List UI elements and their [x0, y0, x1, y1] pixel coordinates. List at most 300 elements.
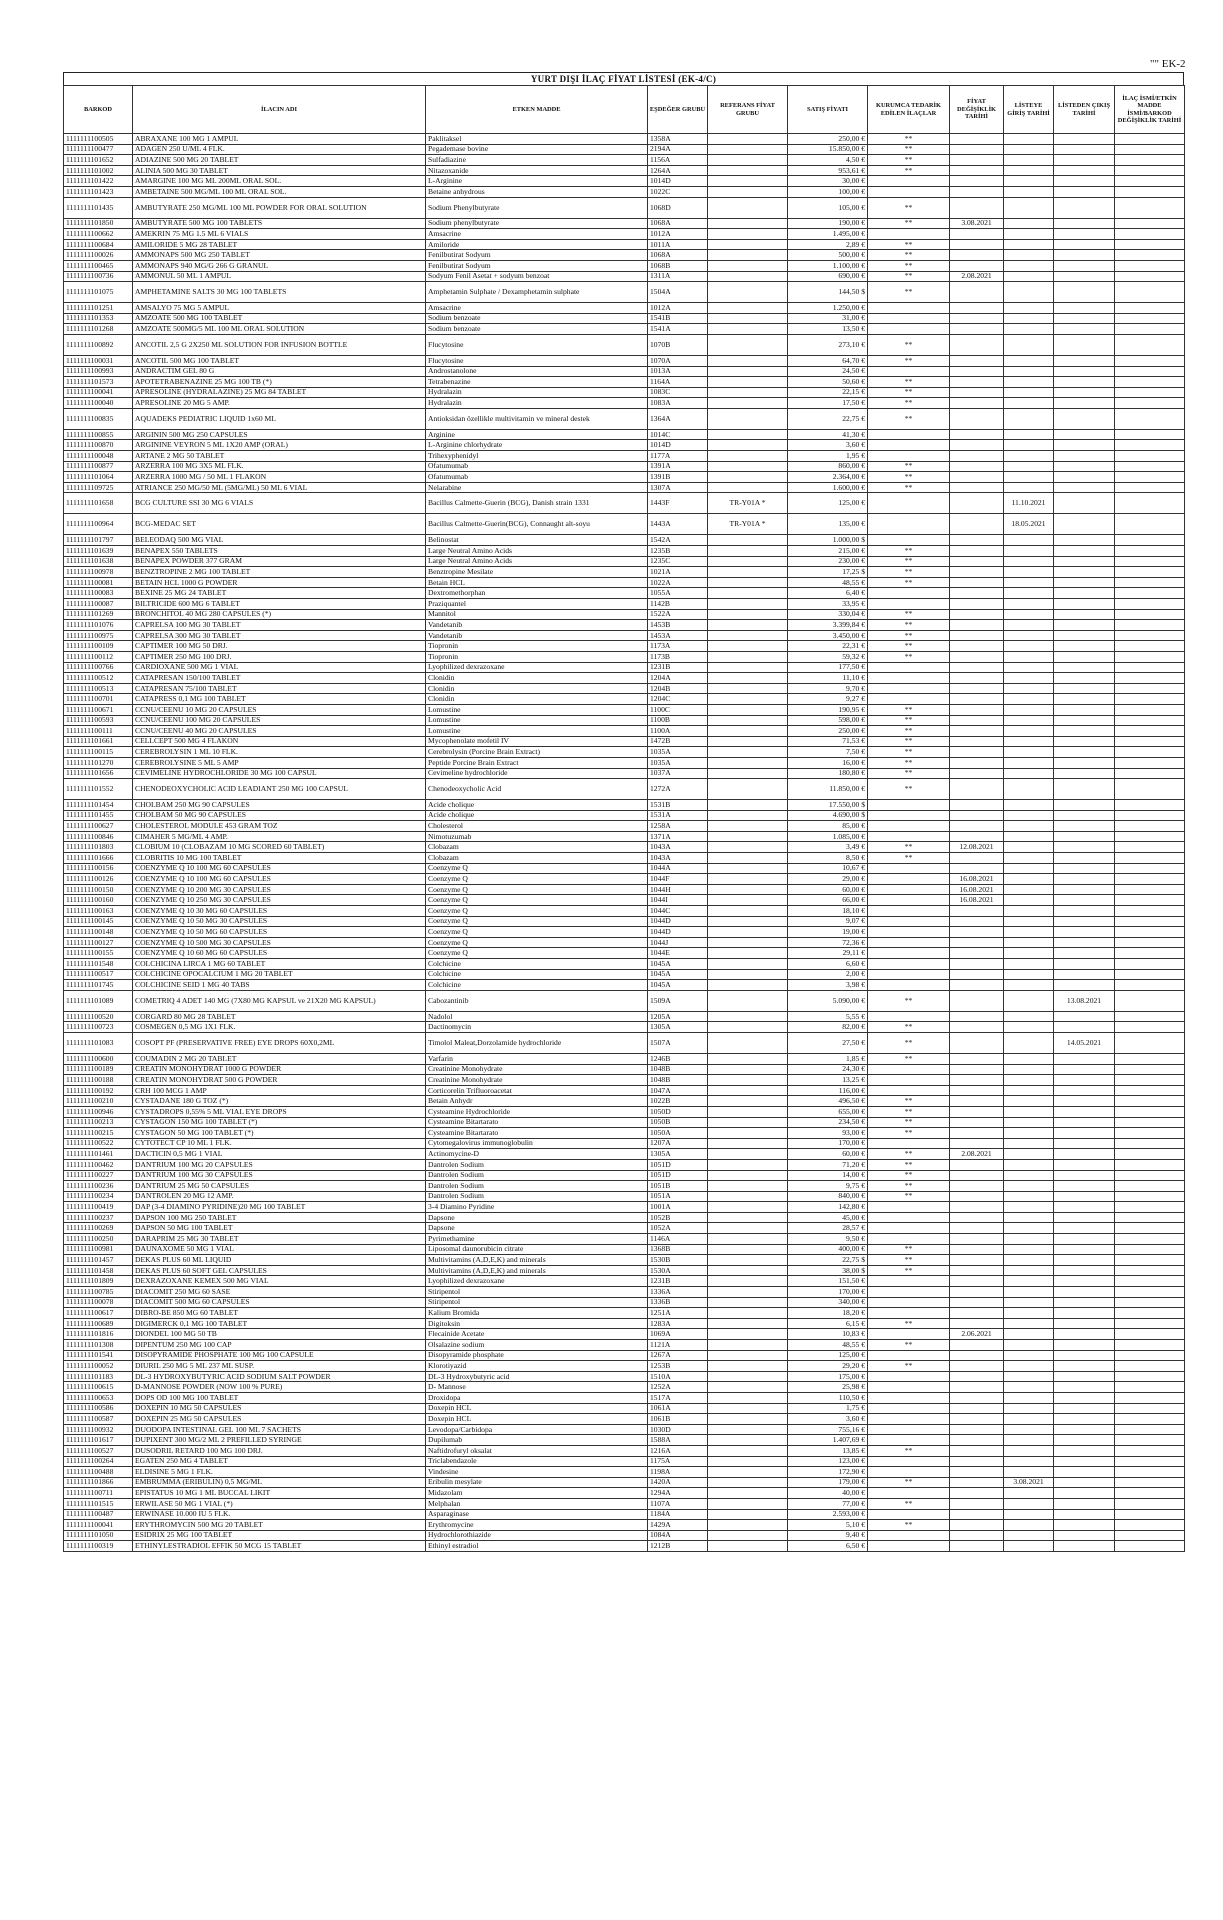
- table-cell: 48,55 €: [788, 577, 868, 588]
- table-cell: **: [868, 704, 950, 715]
- table-cell: 1111111100156: [64, 863, 133, 874]
- table-cell: [1004, 482, 1054, 493]
- table-cell: [950, 1191, 1004, 1202]
- table-cell: [1004, 959, 1054, 970]
- table-cell: [868, 535, 950, 546]
- table-row: [64, 916, 1185, 927]
- table-cell: [1004, 810, 1054, 821]
- table-cell: **: [868, 1255, 950, 1266]
- table-cell: [708, 715, 788, 726]
- table-cell: [1115, 303, 1185, 314]
- table-cell: DUODOPA INTESTINAL GEL 100 ML 7 SACHETS: [133, 1424, 426, 1435]
- table-cell: [950, 821, 1004, 832]
- table-cell: [1115, 842, 1185, 853]
- table-cell: 3,60 €: [788, 1414, 868, 1425]
- table-row: [64, 609, 1185, 620]
- table-cell: EGATEN 250 MG 4 TABLET: [133, 1456, 426, 1467]
- table-cell: 1035A: [648, 757, 708, 768]
- table-cell: CELLCEPT 500 MG 4 FLAKON: [133, 736, 426, 747]
- table-row: [64, 355, 1185, 366]
- table-cell: 16,00 €: [788, 757, 868, 768]
- table-cell: 1216A: [648, 1445, 708, 1456]
- table-cell: L-Arginine: [426, 176, 648, 187]
- table-cell: [708, 1064, 788, 1075]
- table-cell: 1204A: [648, 673, 708, 684]
- table-cell: [708, 990, 788, 1011]
- table-cell: Arginine: [426, 429, 648, 440]
- table-cell: [1054, 165, 1115, 176]
- table-cell: ATRIANCE 250 MG/50 ML (5MG/ML) 50 ML 6 VIAL: [133, 482, 426, 493]
- table-cell: [950, 1382, 1004, 1393]
- table-cell: [868, 1541, 950, 1552]
- table-row: [64, 1255, 1185, 1266]
- table-cell: Clonidin: [426, 694, 648, 705]
- table-cell: [1054, 514, 1115, 535]
- table-cell: Liposomal daunorubicin citrate: [426, 1244, 648, 1255]
- table-cell: [1054, 1191, 1115, 1202]
- table-row: [64, 1138, 1185, 1149]
- table-cell: [1004, 1022, 1054, 1033]
- table-cell: [708, 1181, 788, 1192]
- table-cell: [950, 1435, 1004, 1446]
- table-cell: Coenzyme Q: [426, 884, 648, 895]
- table-cell: [708, 355, 788, 366]
- table-cell: [1004, 1032, 1054, 1053]
- table-cell: [1115, 134, 1185, 145]
- table-cell: [1004, 165, 1054, 176]
- table-cell: 690,00 €: [788, 271, 868, 282]
- table-cell: 1531B: [648, 800, 708, 811]
- table-cell: [950, 1424, 1004, 1435]
- table-cell: [708, 906, 788, 917]
- table-cell: Pyrimethamine: [426, 1234, 648, 1245]
- table-cell: 1530A: [648, 1265, 708, 1276]
- table-cell: Antioksidan özellikle multivitamin ve mineral destek: [426, 408, 648, 429]
- table-cell: [868, 1297, 950, 1308]
- table-cell: [1054, 1075, 1115, 1086]
- table-cell: 29,11 €: [788, 948, 868, 959]
- table-cell: [1054, 757, 1115, 768]
- table-cell: 1111111100766: [64, 662, 133, 673]
- table-cell: 1111111100870: [64, 440, 133, 451]
- table-cell: [1004, 1181, 1054, 1192]
- table-cell: [950, 1181, 1004, 1192]
- table-cell: 110,50 €: [788, 1392, 868, 1403]
- table-cell: 1231B: [648, 662, 708, 673]
- table-cell: Coenzyme Q: [426, 948, 648, 959]
- table-cell: 1111111100052: [64, 1361, 133, 1372]
- table-cell: **: [868, 1498, 950, 1509]
- table-cell: [1054, 451, 1115, 462]
- table-cell: [1004, 1382, 1054, 1393]
- table-cell: [1054, 1382, 1115, 1393]
- table-cell: Betain HCL: [426, 577, 648, 588]
- table-cell: [708, 599, 788, 610]
- table-cell: 1111111100213: [64, 1117, 133, 1128]
- table-cell: 1111111101548: [64, 959, 133, 970]
- table-cell: 8,50 €: [788, 853, 868, 864]
- table-cell: [1115, 768, 1185, 779]
- table-cell: [1004, 218, 1054, 229]
- table-cell: [1115, 1414, 1185, 1425]
- table-cell: [1004, 546, 1054, 557]
- table-cell: 12.08.2021: [950, 842, 1004, 853]
- table-cell: [1115, 1318, 1185, 1329]
- table-cell: 1588A: [648, 1435, 708, 1446]
- table-cell: [1054, 482, 1115, 493]
- table-cell: COSOPT PF (PRESERVATIVE FREE) EYE DROPS 60X0,2ML: [133, 1032, 426, 1053]
- table-cell: APRESOLINE 20 MG 5 AMP.: [133, 398, 426, 409]
- table-row: [64, 408, 1185, 429]
- table-cell: [950, 969, 1004, 980]
- table-cell: **: [868, 1106, 950, 1117]
- table-cell: [950, 1032, 1004, 1053]
- table-cell: 1111111100081: [64, 577, 133, 588]
- table-cell: 1311A: [648, 271, 708, 282]
- table-cell: Hydralazin: [426, 387, 648, 398]
- table-cell: 1205A: [648, 1011, 708, 1022]
- table-cell: 1111111100587: [64, 1414, 133, 1425]
- table-cell: [1115, 800, 1185, 811]
- table-cell: AMBUTYRATE 500 MG 100 TABLETS: [133, 218, 426, 229]
- table-cell: 250,00 €: [788, 134, 868, 145]
- table-row: [64, 1520, 1185, 1531]
- table-cell: [950, 165, 1004, 176]
- table-cell: [1004, 757, 1054, 768]
- table-cell: **: [868, 736, 950, 747]
- table-cell: 1111111101251: [64, 303, 133, 314]
- table-cell: [868, 1456, 950, 1467]
- table-cell: [1115, 472, 1185, 483]
- table-cell: 1111111100264: [64, 1456, 133, 1467]
- table-row: [64, 1488, 1185, 1499]
- table-cell: 45,00 €: [788, 1212, 868, 1223]
- table-cell: [1115, 1138, 1185, 1149]
- table-cell: [708, 1032, 788, 1053]
- table-cell: [1004, 884, 1054, 895]
- table-cell: [708, 1477, 788, 1488]
- table-cell: **: [868, 239, 950, 250]
- table-cell: **: [868, 144, 950, 155]
- table-cell: DIONDEL 100 MG 50 TB: [133, 1329, 426, 1340]
- table-cell: [950, 239, 1004, 250]
- table-cell: 1111111101455: [64, 810, 133, 821]
- table-cell: 3.450,00 €: [788, 630, 868, 641]
- table-cell: **: [868, 155, 950, 166]
- table-row: [64, 831, 1185, 842]
- table-cell: 1336B: [648, 1297, 708, 1308]
- table-cell: [950, 1011, 1004, 1022]
- table-cell: DIURIL 250 MG 5 ML 237 ML SUSP.: [133, 1361, 426, 1372]
- table-cell: [868, 1392, 950, 1403]
- table-cell: 135,00 €: [788, 514, 868, 535]
- table-cell: 142,80 €: [788, 1202, 868, 1213]
- table-cell: [1054, 641, 1115, 652]
- table-cell: **: [868, 990, 950, 1011]
- table-cell: [950, 1414, 1004, 1425]
- table-cell: [1115, 250, 1185, 261]
- table-cell: CRH 100 MCG 1 AMP: [133, 1085, 426, 1096]
- table-cell: [950, 440, 1004, 451]
- table-cell: [708, 1085, 788, 1096]
- table-cell: 1111111100593: [64, 715, 133, 726]
- table-cell: EPISTATUS 10 MG 1 ML BUCCAL LIKIT: [133, 1488, 426, 1499]
- table-cell: [950, 1064, 1004, 1075]
- table-cell: [1054, 662, 1115, 673]
- table-cell: [708, 134, 788, 145]
- table-cell: [1115, 747, 1185, 758]
- table-row: [64, 747, 1185, 758]
- table-cell: [950, 715, 1004, 726]
- table-cell: 72,36 €: [788, 937, 868, 948]
- table-cell: ANCOTIL 2,5 G 2X250 ML SOLUTION FOR INFUSION BOTTLE: [133, 334, 426, 355]
- table-cell: 30,00 €: [788, 176, 868, 187]
- table-cell: 1531A: [648, 810, 708, 821]
- table-row: [64, 260, 1185, 271]
- table-cell: **: [868, 398, 950, 409]
- table-cell: Amiloride: [426, 239, 648, 250]
- table-cell: Colchicine: [426, 959, 648, 970]
- table-cell: **: [868, 842, 950, 853]
- table-row: [64, 1117, 1185, 1128]
- table-cell: 1111111101308: [64, 1340, 133, 1351]
- table-row: [64, 377, 1185, 388]
- table-cell: **: [868, 197, 950, 218]
- table-cell: 1111111100319: [64, 1541, 133, 1552]
- table-cell: [1054, 408, 1115, 429]
- table-cell: [950, 1287, 1004, 1298]
- table-cell: [950, 366, 1004, 377]
- table-cell: Colchicine: [426, 980, 648, 991]
- table-cell: [950, 609, 1004, 620]
- table-cell: [1054, 1403, 1115, 1414]
- table-cell: CEREBROLYSINE 5 ML 5 AMP: [133, 757, 426, 768]
- table-cell: [950, 1128, 1004, 1139]
- table-row: [64, 387, 1185, 398]
- table-cell: [868, 588, 950, 599]
- table-cell: [1004, 366, 1054, 377]
- table-cell: [1115, 1117, 1185, 1128]
- table-cell: ARTANE 2 MG 50 TABLET: [133, 451, 426, 462]
- table-cell: 25,98 €: [788, 1382, 868, 1393]
- table-cell: [950, 493, 1004, 514]
- table-cell: [708, 176, 788, 187]
- table-cell: [1004, 726, 1054, 737]
- table-cell: [950, 1456, 1004, 1467]
- table-cell: [708, 757, 788, 768]
- table-row: [64, 451, 1185, 462]
- table-cell: 1111111100978: [64, 567, 133, 578]
- table-cell: Acide cholique: [426, 800, 648, 811]
- table-cell: [1004, 1509, 1054, 1520]
- table-cell: [1115, 1191, 1185, 1202]
- table-cell: 48,55 €: [788, 1340, 868, 1351]
- table-cell: [708, 1128, 788, 1139]
- table-cell: 1235B: [648, 546, 708, 557]
- table-cell: Sodyum Fenil Asetat + sodyum benzoat: [426, 271, 648, 282]
- table-cell: 123,00 €: [788, 1456, 868, 1467]
- table-cell: 1052A: [648, 1223, 708, 1234]
- table-cell: Kalium Bromida: [426, 1308, 648, 1319]
- table-cell: 2,89 €: [788, 239, 868, 250]
- table-cell: [1004, 1053, 1054, 1064]
- table-cell: 1045A: [648, 980, 708, 991]
- table-row: [64, 1308, 1185, 1319]
- table-cell: 1111111100192: [64, 1085, 133, 1096]
- table-cell: [708, 408, 788, 429]
- table-cell: [1004, 1075, 1054, 1086]
- table-row: [64, 1085, 1185, 1096]
- table-cell: 1111111101745: [64, 980, 133, 991]
- table-cell: [1115, 313, 1185, 324]
- table-cell: 1111111100026: [64, 250, 133, 261]
- table-cell: [868, 303, 950, 314]
- table-cell: Coenzyme Q: [426, 863, 648, 874]
- table-cell: 16.08.2021: [950, 874, 1004, 885]
- table-cell: [1004, 842, 1054, 853]
- table-cell: ABRAXANE 100 MG 1 AMPUL: [133, 134, 426, 145]
- table-cell: **: [868, 1191, 950, 1202]
- table-cell: 1111111100736: [64, 271, 133, 282]
- table-cell: [868, 831, 950, 842]
- table-cell: 1111111101457: [64, 1255, 133, 1266]
- table-cell: [1115, 1530, 1185, 1541]
- table-row: [64, 1159, 1185, 1170]
- table-cell: [708, 1371, 788, 1382]
- table-cell: 215,00 €: [788, 546, 868, 557]
- table-cell: COUMADIN 2 MG 20 TABLET: [133, 1053, 426, 1064]
- table-cell: [1115, 704, 1185, 715]
- table-cell: 179,00 €: [788, 1477, 868, 1488]
- table-row: [64, 1329, 1185, 1340]
- table-cell: [1004, 980, 1054, 991]
- table-cell: [950, 1265, 1004, 1276]
- table-cell: [1115, 1181, 1185, 1192]
- table-cell: Naftidrofuryl oksalat: [426, 1445, 648, 1456]
- table-cell: [950, 556, 1004, 567]
- table-cell: [1054, 620, 1115, 631]
- table-cell: APOTETRABENAZINE 25 MG 100 TB (*): [133, 377, 426, 388]
- table-row: [64, 1424, 1185, 1435]
- table-cell: [1115, 1340, 1185, 1351]
- table-cell: [950, 197, 1004, 218]
- table-cell: [708, 895, 788, 906]
- table-cell: [1004, 408, 1054, 429]
- table-cell: 3.08.2021: [950, 218, 1004, 229]
- table-cell: [868, 800, 950, 811]
- table-cell: Bacillus Calmette-Guerin (BCG), Danish strain 1331: [426, 493, 648, 514]
- table-cell: 1443A: [648, 514, 708, 535]
- table-cell: [1115, 863, 1185, 874]
- table-cell: **: [868, 472, 950, 483]
- table-cell: Benztropine Mesilate: [426, 567, 648, 578]
- table-cell: 9,27 €: [788, 694, 868, 705]
- table-cell: [950, 726, 1004, 737]
- table-cell: [950, 334, 1004, 355]
- table-cell: [1004, 472, 1054, 483]
- table-cell: [1054, 1392, 1115, 1403]
- table-cell: COENZYME Q 10 250 MG 30 CAPSULES: [133, 895, 426, 906]
- table-cell: [950, 260, 1004, 271]
- table-cell: **: [868, 387, 950, 398]
- table-cell: AMBUTYRATE 250 MG/ML 100 ML POWDER FOR ORAL SOLUTION: [133, 197, 426, 218]
- table-cell: COLCHICINE SEID 1 MG 40 TABS: [133, 980, 426, 991]
- table-cell: [1054, 831, 1115, 842]
- table-cell: 1111111100040: [64, 398, 133, 409]
- table-cell: [1115, 1149, 1185, 1160]
- table-cell: COMETRIQ 4 ADET 140 MG (7X80 MG KAPSUL ve 21X20 MG KAPSUL): [133, 990, 426, 1011]
- table-cell: [950, 651, 1004, 662]
- table-cell: Chenodeoxycholic Acid: [426, 779, 648, 800]
- table-cell: [708, 1530, 788, 1541]
- table-cell: Clobazam: [426, 842, 648, 853]
- table-cell: [1054, 440, 1115, 451]
- table-cell: [1115, 937, 1185, 948]
- table-cell: [708, 1498, 788, 1509]
- table-cell: 2.364,00 €: [788, 472, 868, 483]
- table-cell: 1517A: [648, 1392, 708, 1403]
- table-cell: [708, 1244, 788, 1255]
- table-cell: TR-Y01A *: [708, 493, 788, 514]
- table-cell: **: [868, 1361, 950, 1372]
- table-cell: [950, 906, 1004, 917]
- table-cell: DANTROLEN 20 MG 12 AMP.: [133, 1191, 426, 1202]
- table-cell: 9,70 €: [788, 683, 868, 694]
- table-row: [64, 948, 1185, 959]
- table-cell: [1054, 567, 1115, 578]
- table-cell: 1246B: [648, 1053, 708, 1064]
- table-cell: [950, 768, 1004, 779]
- table-row: [64, 821, 1185, 832]
- table-cell: [1054, 1255, 1115, 1266]
- table-row: [64, 186, 1185, 197]
- table-cell: DIACOMIT 250 MG 60 SASE: [133, 1287, 426, 1298]
- table-cell: **: [868, 747, 950, 758]
- table-cell: 59,32 €: [788, 651, 868, 662]
- table-cell: 1.100,00 €: [788, 260, 868, 271]
- table-cell: DOXEPIN 10 MG 50 CAPSULES: [133, 1403, 426, 1414]
- table-cell: ELDISINE 5 MG 1 FLK.: [133, 1467, 426, 1478]
- table-cell: [708, 1287, 788, 1298]
- table-cell: [950, 662, 1004, 673]
- table-cell: [1054, 715, 1115, 726]
- table-cell: [950, 779, 1004, 800]
- table-cell: Mycophenolate mofetil IV: [426, 736, 648, 747]
- table-cell: 1305A: [648, 1022, 708, 1033]
- table-cell: [708, 1265, 788, 1276]
- table-cell: [1054, 324, 1115, 335]
- table-cell: Creatinine Monohydrate: [426, 1075, 648, 1086]
- table-cell: 22,15 €: [788, 387, 868, 398]
- table-cell: **: [868, 1520, 950, 1531]
- table-row: [64, 1297, 1185, 1308]
- table-cell: [868, 1329, 950, 1340]
- table-cell: 9,07 €: [788, 916, 868, 927]
- table-cell: Pegademase bovine: [426, 144, 648, 155]
- table-cell: 1111111100671: [64, 704, 133, 715]
- table-cell: [1115, 334, 1185, 355]
- table-cell: [1004, 260, 1054, 271]
- table-cell: 1111111101423: [64, 186, 133, 197]
- table-cell: [1054, 1424, 1115, 1435]
- table-row: [64, 271, 1185, 282]
- table-cell: [708, 959, 788, 970]
- table-cell: [1054, 250, 1115, 261]
- table-cell: 40,00 €: [788, 1488, 868, 1499]
- table-cell: [1115, 990, 1185, 1011]
- table-cell: [708, 853, 788, 864]
- table-cell: 1111111100163: [64, 906, 133, 917]
